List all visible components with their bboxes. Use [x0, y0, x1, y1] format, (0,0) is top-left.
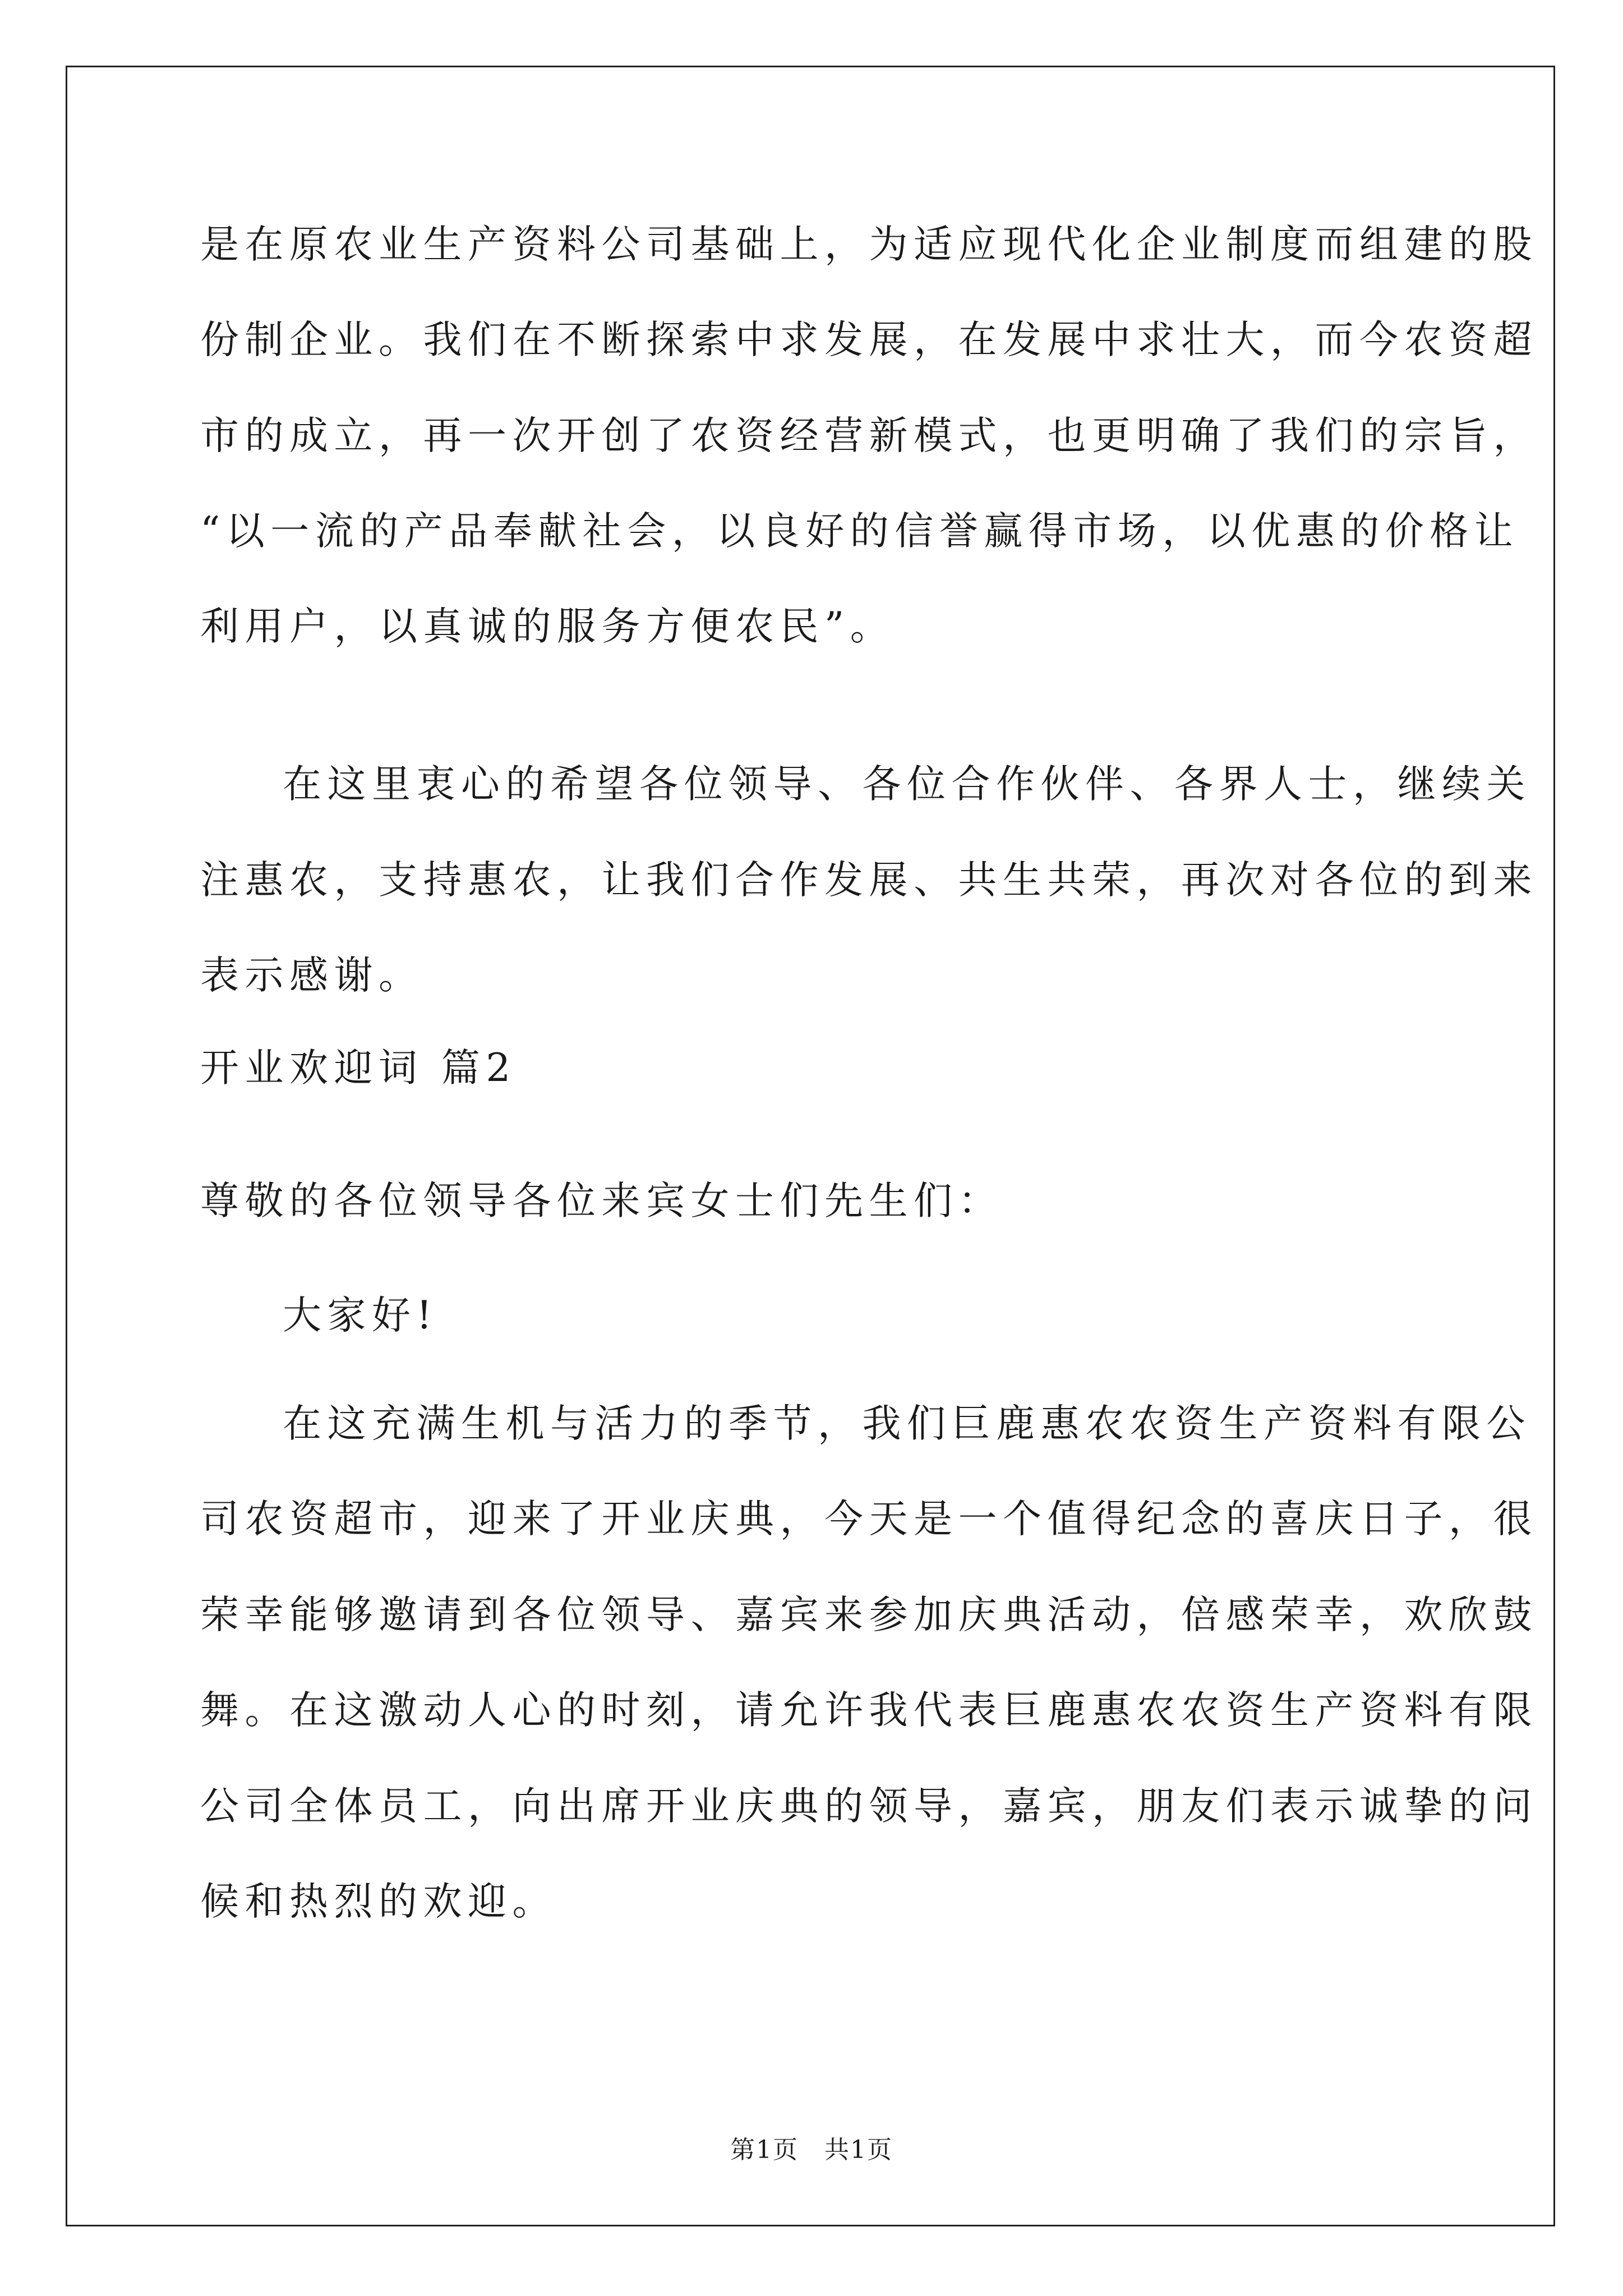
- body-text-line: 表示感谢。: [200, 953, 423, 998]
- body-text-line: 在这充满生机与活力的季节，我们巨鹿惠农农资生产资料有限公: [283, 1401, 1531, 1446]
- greeting: 大家好!: [283, 1293, 438, 1338]
- body-text-line: 候和热烈的欢迎。: [200, 1879, 557, 1924]
- body-text-line: 注惠农，支持惠农，让我们合作发展、共生共荣，再次对各位的到来: [200, 858, 1538, 903]
- body-text-line: 在这里衷心的希望各位领导、各位合作伙伴、各界人士，继续关: [283, 762, 1531, 807]
- section-heading: 开业欢迎词 篇2: [200, 1046, 517, 1091]
- body-text-line: 公司全体员工，向出席开业庆典的领导，嘉宾，朋友们表示诚挚的问: [200, 1784, 1538, 1829]
- body-text-line: 市的成立，再一次开创了农资经营新模式，也更明确了我们的宗旨，: [200, 413, 1538, 458]
- body-text-line: 舞。在这激动人心的时刻，请允许我代表巨鹿惠农农资生产资料有限: [200, 1688, 1538, 1733]
- body-text-line: 利用户，以真诚的服务方便农民”。: [200, 604, 895, 649]
- body-text-line: “以一流的产品奉献社会，以良好的信誉赢得市场，以优惠的价格让: [200, 509, 1519, 554]
- body-text-line: 份制企业。我们在不断探索中求发展，在发展中求壮大，而今农资超: [200, 318, 1538, 362]
- salutation: 尊敬的各位领导各位来宾女士们先生们：: [200, 1179, 1003, 1223]
- body-text-line: 荣幸能够邀请到各位领导、嘉宾来参加庆典活动，倍感荣幸，欢欣鼓: [200, 1593, 1538, 1637]
- page-footer: 第1页 共1页: [730, 2136, 893, 2164]
- body-text-line: 是在原农业生产资料公司基础上，为适应现代化企业制度而组建的股: [200, 222, 1538, 267]
- body-text-line: 司农资超市，迎来了开业庆典，今天是一个值得纪念的喜庆日子，很: [200, 1497, 1538, 1542]
